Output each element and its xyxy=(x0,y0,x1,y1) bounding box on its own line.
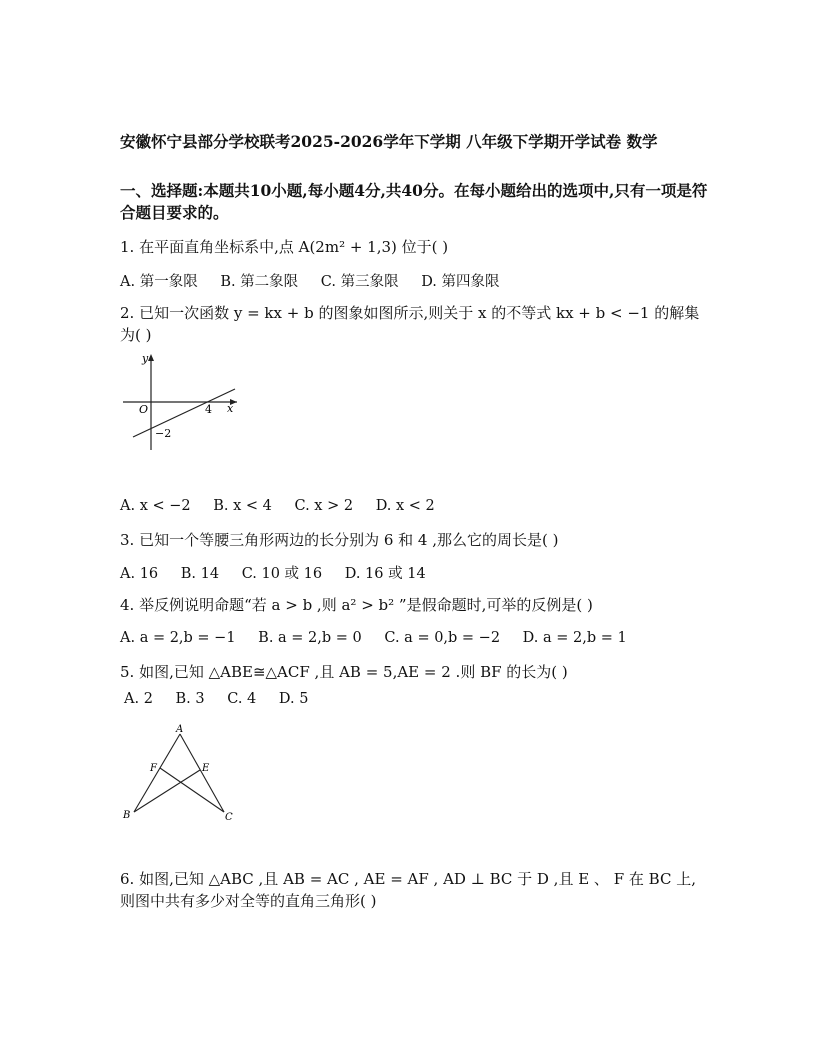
x-intercept-label: 4 xyxy=(205,403,212,416)
function-line xyxy=(133,389,235,437)
option-b: B. 第二象限 xyxy=(220,274,299,290)
point-e-label: E xyxy=(202,763,210,774)
option-a: A. a = 2,b = −1 xyxy=(120,630,236,646)
option-b: B. a = 2,b = 0 xyxy=(258,630,362,646)
question-1-options xyxy=(120,270,518,291)
question-6-stem: 6. 如图,已知 △ABC ,且 AB = AC , AE = AF , AD ⊥ BC 于 D ,且 E 、 F 在 BC 上,则图中共有多少对全等的直角三角形( ) xyxy=(120,870,696,910)
point-f-label: F xyxy=(150,763,157,774)
option-b: B. x < 4 xyxy=(213,498,272,514)
y-axis-label: y xyxy=(142,352,149,365)
option-a: A. 2 xyxy=(124,691,153,707)
option-d: D. 5 xyxy=(278,691,309,707)
question-1-stem: 1. 在平面直角坐标系中,点 A(2m² + 1,3) 位于( ) xyxy=(120,238,449,256)
page-title: 安徽怀宁县部分学校联考2025-2026学年下学期 八年级下学期开学试卷 数学 xyxy=(120,132,658,151)
point-b-label: B xyxy=(123,810,131,821)
question-4-options xyxy=(120,630,645,646)
option-c: C. 10 或 16 xyxy=(241,566,323,582)
option-d: D. 16 或 14 xyxy=(344,566,426,582)
linear-function-graph xyxy=(115,350,245,455)
option-b: B. 3 xyxy=(175,691,205,707)
triangle-figure xyxy=(118,720,243,828)
question-2-stem: 2. 已知一次函数 y = kx + b 的图象如图所示,则关于 x 的不等式 kx + b < −1 的解集为( ) xyxy=(120,304,700,344)
origin-label: O xyxy=(139,403,149,416)
section-heading: 一、选择题:本题共10小题,每小题4分,共40分。在每小题给出的选项中,只有一项是符合题目要求的。 xyxy=(120,181,708,222)
option-d: D. x < 2 xyxy=(375,498,435,514)
option-d: D. a = 2,b = 1 xyxy=(522,630,627,646)
option-d: D. 第四象限 xyxy=(421,274,500,290)
option-a: A. 第一象限 xyxy=(120,274,198,290)
question-2-options xyxy=(120,498,453,514)
option-c: C. 第三象限 xyxy=(320,274,399,290)
option-c: C. 4 xyxy=(227,691,257,707)
option-c: C. x > 2 xyxy=(294,498,354,514)
point-a-label: A xyxy=(176,724,184,735)
point-c-label: C xyxy=(225,812,233,823)
option-a: A. 16 xyxy=(120,566,159,582)
x-axis-label: x xyxy=(227,402,234,415)
segment-be xyxy=(134,770,200,812)
question-3-options xyxy=(120,562,444,583)
option-c: C. a = 0,b = −2 xyxy=(384,630,501,646)
question-5-options xyxy=(124,691,326,707)
question-4-stem: 4. 举反例说明命题“若 a > b ,则 a² > b² ”是假命题时,可举的反例是( ) xyxy=(120,596,593,614)
option-a: A. x < −2 xyxy=(120,498,191,514)
y-axis-arrow xyxy=(148,354,154,361)
question-3-stem: 3. 已知一个等腰三角形两边的长分别为 6 和 4 ,那么它的周长是( ) xyxy=(120,531,559,549)
segment-ab xyxy=(134,734,180,812)
question-5-stem: 5. 如图,已知 △ABE≅△ACF ,且 AB = 5,AE = 2 .则 BF 的长为( ) xyxy=(120,663,568,681)
y-intercept-label: −2 xyxy=(155,427,172,440)
option-b: B. 14 xyxy=(180,566,220,582)
